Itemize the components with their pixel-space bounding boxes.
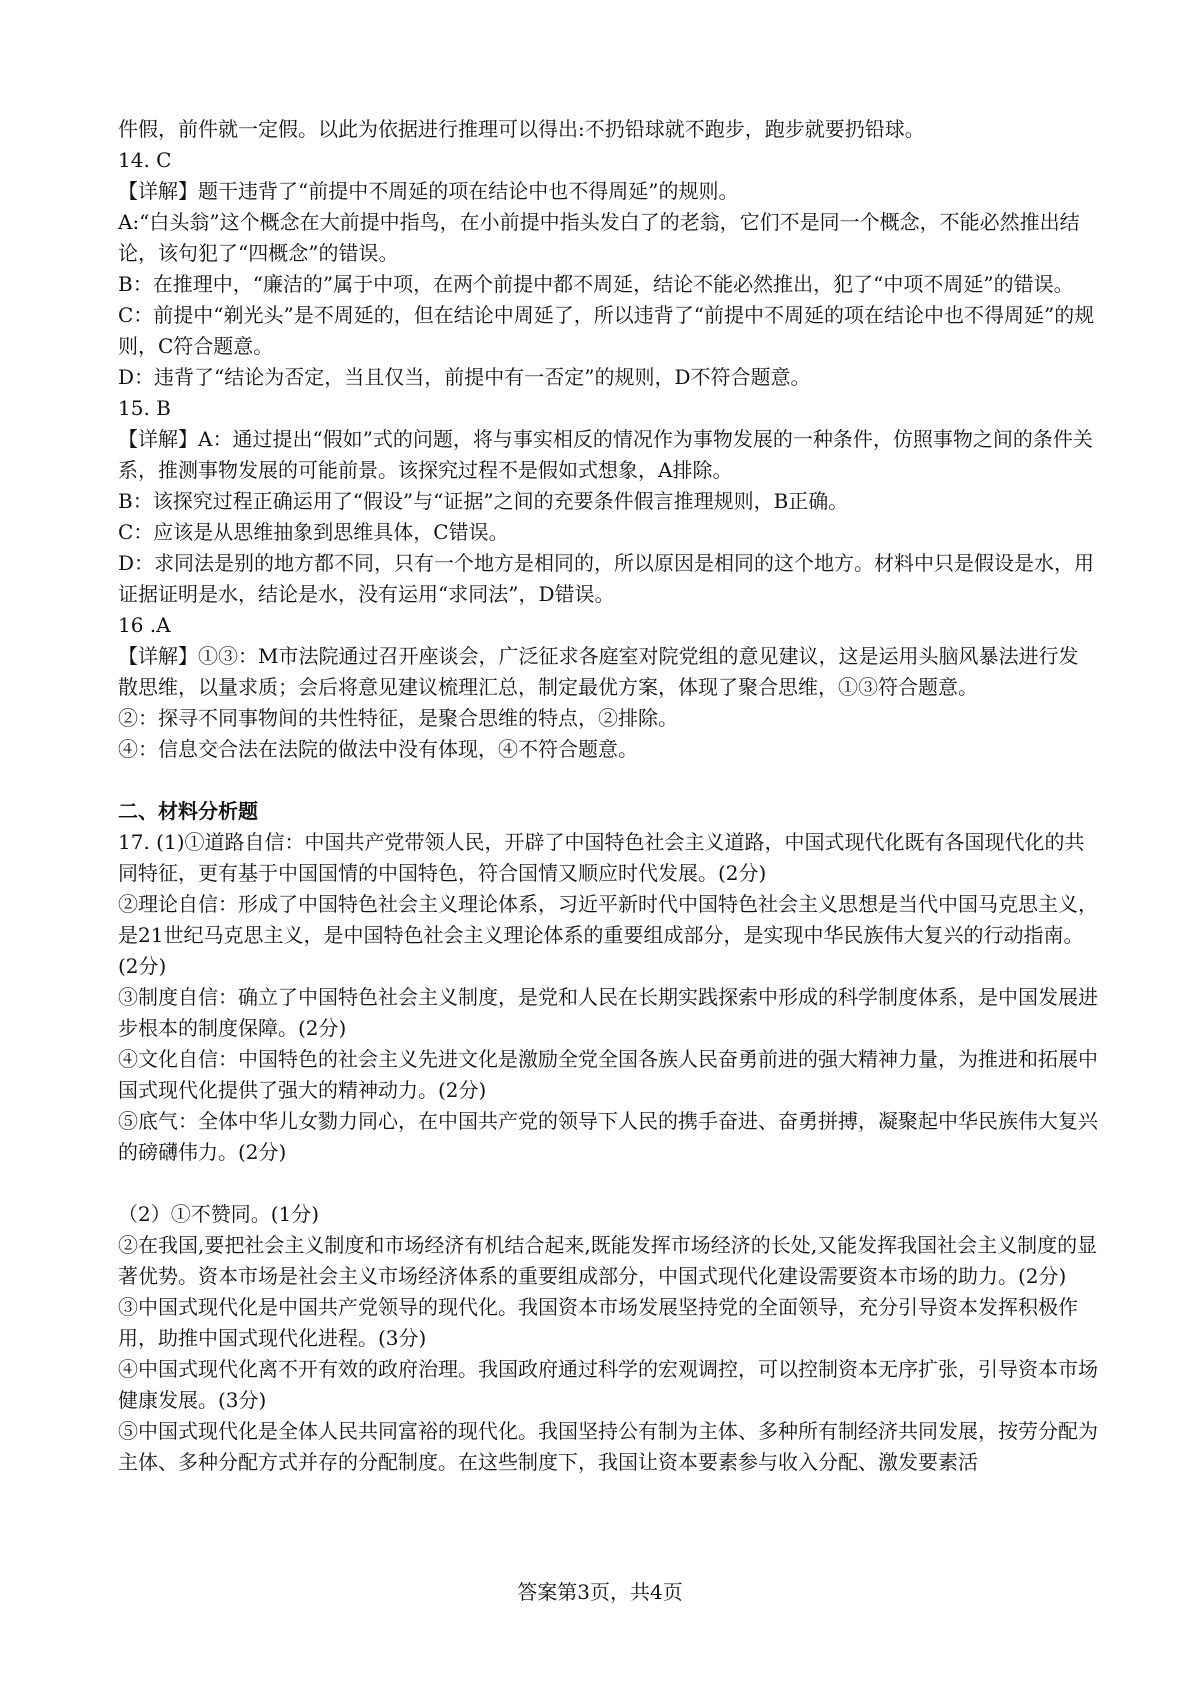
question-number-16: 16 .A [118, 613, 171, 637]
spacer [118, 765, 1098, 796]
text-line: 【详解】题干违背了“前提中不周延的项在结论中也不得周延”的规则。 [118, 179, 739, 203]
text-line: ⑤底气：全体中华儿女勠力同心，在中国共产党的领导下人民的携手奋进、奋勇拼搏，凝聚起中华民族伟大复兴的磅礴伟力。(2分) [118, 1109, 1098, 1164]
text-line: B：该探究过程正确运用了“假设”与“证据”之间的充要条件假言推理规则，B正确。 [118, 489, 849, 513]
text-line: 件假，前件就一定假。以此为依据进行推理可以得出:不扔铅球就不跑步，跑步就要扔铅球。 [118, 117, 925, 141]
spacer [118, 1168, 1098, 1199]
text-line: 17. (1)①道路自信：中国共产党带领人民，开辟了中国特色社会主义道路，中国式现代化既有各国现代化的共同特征，更有基于中国国情的中国特色，符合国情又顺应时代发展。(2分) [118, 830, 1085, 885]
text-line: ③制度自信：确立了中国特色社会主义制度，是党和人民在长期实践探索中形成的科学制度体系，是中国发展进步根本的制度保障。(2分) [118, 985, 1098, 1040]
text-line: ③中国式现代化是中国共产党领导的现代化。我国资本市场发展坚持党的全面领导，充分引导资本发挥积极作用，助推中国式现代化进程。(3分) [118, 1295, 1078, 1350]
page-footer: 答案第3页，共4页 [517, 1580, 683, 1604]
text-line: （2）①不赞同。(1分) [118, 1202, 320, 1226]
text-line: ⑤中国式现代化是全体人民共同富裕的现代化。我国坚持公有制为主体、多种所有制经济共同发展，按劳分配为主体、多种分配方式并存的分配制度。在这些制度下，我国让资本要素参与收入分配、激发要素活 [118, 1419, 1098, 1474]
question-number-15: 15. B [118, 396, 171, 420]
text-line: C：前提中“剃光头”是不周延的，但在结论中周延了，所以违背了“前提中不周延的项在结论中也不得周延”的规则，C符合题意。 [118, 303, 1095, 358]
text-line: ②理论自信：形成了中国特色社会主义理论体系，习近平新时代中国特色社会主义思想是当代中国马克思主义，是21世纪马克思主义，是中国特色社会主义理论体系的重要组成部分，是实现中华民族伟大复兴的行动指南。(2分) [118, 892, 1098, 978]
question-number-14: 14. C [118, 148, 172, 172]
text-line: A:“白头翁”这个概念在大前提中指鸟，在小前提中指头发白了的老翁，它们不是同一个概念，不能必然推出结论，该句犯了“四概念”的错误。 [118, 210, 1080, 265]
text-line: ④：信息交合法在法院的做法中没有体现，④不符合题意。 [118, 737, 638, 761]
text-line: D：违背了“结论为否定，当且仅当，前提中有一否定”的规则，D不符合题意。 [118, 365, 811, 389]
text-line: ②：探寻不同事物间的共性特征，是聚合思维的特点，②排除。 [118, 706, 678, 730]
text-line: B：在推理中，“廉洁的”属于中项，在两个前提中都不周延，结论不能必然推出，犯了“中项不周延”的错误。 [118, 272, 1074, 296]
section-heading: 二、材料分析题 [118, 799, 258, 823]
text-line: C：应该是从思维抽象到思维具体，C错误。 [118, 520, 509, 544]
text-line: 【详解】A：通过提出“假如”式的问题，将与事实相反的情况作为事物发展的一种条件，仿照事物之间的条件关系，推测事物发展的可能前景。该探究过程不是假如式想象，A排除。 [118, 427, 1093, 482]
text-line: ④文化自信：中国特色的社会主义先进文化是激励全党全国各族人民奋勇前进的强大精神力量，为推进和拓展中国式现代化提供了强大的精神动力。(2分) [118, 1047, 1098, 1102]
answer-page-body [118, 114, 1098, 1478]
text-line: D：求同法是别的地方都不同，只有一个地方是相同的，所以原因是相同的这个地方。材料中只是假设是水，用证据证明是水，结论是水，没有运用“求同法”，D错误。 [118, 551, 1095, 606]
text-line: ②在我国,要把社会主义制度和市场经济有机结合起来,既能发挥市场经济的长处,又能发挥我国社会主义制度的显著优势。资本市场是社会主义市场经济体系的重要组成部分，中国式现代化建设需要资本市场的助力。(2分) [118, 1233, 1098, 1288]
text-line: ④中国式现代化离不开有效的政府治理。我国政府通过科学的宏观调控，可以控制资本无序扩张，引导资本市场健康发展。(3分) [118, 1357, 1098, 1412]
text-line: 【详解】①③：M市法院通过召开座谈会，广泛征求各庭室对院党组的意见建议，这是运用头脑风暴法进行发散思维，以量求质；会后将意见建议梳理汇总，制定最优方案，体现了聚合思维，①③符合题意。 [118, 644, 1079, 699]
